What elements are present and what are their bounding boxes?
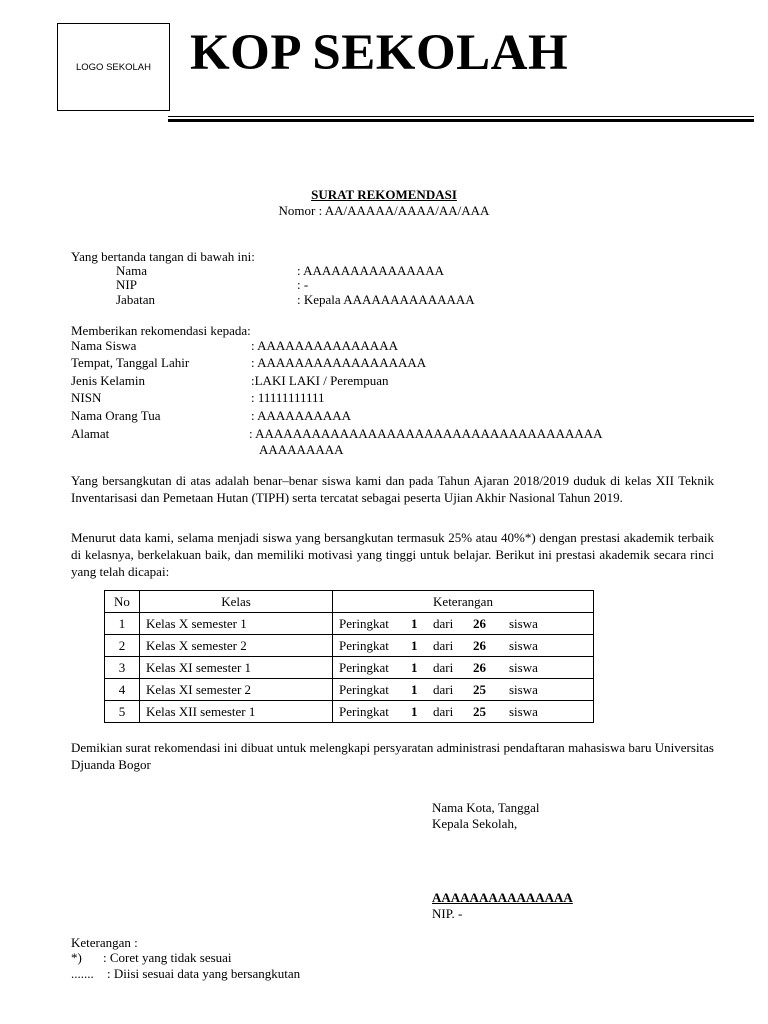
unit-word: siswa: [509, 681, 538, 697]
note-text: : Diisi sesuai data yang bersangkutan: [107, 966, 301, 981]
paragraph-closing: Demikian surat rekomendasi ini dibuat untuk melengkapi persyaratan administrasi pendaftaran mahasiswa baru Universitas Djuanda Bogor: [71, 740, 714, 772]
rank-word: Peringkat: [339, 681, 389, 697]
student-name-label: Nama Siswa: [71, 338, 137, 353]
signatory-nip-value: : -: [297, 277, 309, 292]
signature-nip: NIP. -: [432, 906, 463, 921]
paragraph-student-status: Yang bersangkutan di atas adalah benar–benar siswa kami dan pada Tahun Ajaran 2018/2019 duduk di kelas XII Teknik Inventarisasi dan Pemetaan Hutan (TIPH) serta tercatat sebagai peserta Ujian Akhir Nasional Tahun 2019.: [71, 473, 714, 505]
signature-name: AAAAAAAAAAAAAAA: [432, 890, 573, 905]
table-row: [105, 657, 594, 679]
notes-title: Keterangan :: [71, 935, 138, 950]
rank-word: Peringkat: [339, 659, 389, 675]
letterhead-rule-thick: [168, 119, 754, 122]
of-word: dari: [433, 659, 454, 675]
row-kelas: Kelas XI semester 1: [140, 657, 333, 679]
paragraph-achievement: Menurut data kami, selama menjadi siswa yang bersangkutan termasuk 25% atau 40%*) dengan prestasi akademik terbaik di kelasnya, berkelakuan baik, dan memiliki motivasi yang tinggi untuk belajar. Berikut ini prestasi akademik secara rinci yang telah dicapai:: [71, 530, 714, 579]
letterhead-title: KOP SEKOLAH: [190, 25, 569, 81]
student-address-value: : AAAAAAAAAAAAAAAAAAAAAAAAAAAAAAAAAAAAA: [249, 426, 603, 441]
row-no: 3: [105, 657, 140, 679]
rank-value: 1: [411, 659, 418, 675]
student-gender-label: Jenis Kelamin: [71, 373, 146, 388]
row-keterangan: [333, 635, 594, 657]
row-keterangan: [333, 613, 594, 635]
row-keterangan: [333, 701, 594, 723]
header-keterangan: Keterangan: [333, 591, 594, 613]
header-no: No: [105, 591, 140, 613]
student-nisn-label: NISN: [71, 390, 102, 405]
table-row: [105, 613, 594, 635]
student-birth-value: : AAAAAAAAAAAAAAAAAA: [251, 355, 427, 370]
total-students: 26: [473, 659, 486, 675]
of-word: dari: [433, 681, 454, 697]
row-kelas: Kelas XI semester 2: [140, 679, 333, 701]
student-parent-value: : AAAAAAAAAA: [251, 408, 352, 423]
signature-place-date: Nama Kota, Tanggal: [432, 800, 540, 815]
rank-value: 1: [411, 703, 418, 719]
row-keterangan: [333, 657, 594, 679]
row-kelas: Kelas X semester 1: [140, 613, 333, 635]
table-row: [105, 701, 594, 723]
total-students: 26: [473, 615, 486, 631]
letter-number: Nomor : AA/AAAAA/AAAA/AA/AAA: [278, 203, 490, 218]
header-kelas: Kelas: [140, 591, 333, 613]
rank-word: Peringkat: [339, 637, 389, 653]
unit-word: siswa: [509, 637, 538, 653]
signature-position: Kepala Sekolah,: [432, 816, 518, 831]
total-students: 25: [473, 681, 486, 697]
of-word: dari: [433, 637, 454, 653]
note-mark: *): [71, 950, 82, 965]
row-kelas: Kelas X semester 2: [140, 635, 333, 657]
row-no: 2: [105, 635, 140, 657]
student-nisn-value: : 11111111111: [251, 390, 325, 405]
letterhead-rule-thin: [168, 116, 754, 117]
signatory-position-value: : Kepala AAAAAAAAAAAAAA: [297, 292, 475, 307]
rank-word: Peringkat: [339, 703, 389, 719]
student-name-value: : AAAAAAAAAAAAAAA: [251, 338, 398, 353]
row-kelas: Kelas XII semester 1: [140, 701, 333, 723]
student-address-label: Alamat: [71, 426, 110, 441]
student-address-continuation: AAAAAAAAA: [259, 442, 344, 457]
of-word: dari: [433, 703, 454, 719]
letter-title: SURAT REKOMENDASI: [311, 187, 457, 202]
table-row: [105, 635, 594, 657]
total-students: 26: [473, 637, 486, 653]
rank-value: 1: [411, 637, 418, 653]
row-no: 5: [105, 701, 140, 723]
logo-text: LOGO SEKOLAH: [76, 61, 151, 73]
unit-word: siswa: [509, 703, 538, 719]
signatory-name-label: Nama: [116, 263, 148, 278]
rank-word: Peringkat: [339, 615, 389, 631]
rank-value: 1: [411, 681, 418, 697]
student-birth-label: Tempat, Tanggal Lahir: [71, 355, 190, 370]
signatory-position-label: Jabatan: [116, 292, 155, 307]
table-row: [105, 679, 594, 701]
student-intro: Memberikan rekomendasi kepada:: [71, 323, 251, 338]
unit-word: siswa: [509, 615, 538, 631]
total-students: 25: [473, 703, 486, 719]
row-keterangan: [333, 679, 594, 701]
student-gender-value: :LAKI LAKI / Perempuan: [251, 373, 389, 388]
note-mark: .......: [71, 966, 94, 981]
rank-value: 1: [411, 615, 418, 631]
row-no: 1: [105, 613, 140, 635]
student-parent-label: Nama Orang Tua: [71, 408, 161, 423]
signatory-intro: Yang bertanda tangan di bawah ini:: [71, 249, 255, 264]
of-word: dari: [433, 615, 454, 631]
unit-word: siswa: [509, 659, 538, 675]
signatory-name-value: : AAAAAAAAAAAAAAA: [297, 263, 444, 278]
note-text: : Coret yang tidak sesuai: [103, 950, 232, 965]
school-logo-placeholder: [57, 23, 170, 111]
signatory-nip-label: NIP: [116, 277, 137, 292]
achievement-table: [104, 590, 594, 723]
table-header-row: [105, 591, 594, 613]
row-no: 4: [105, 679, 140, 701]
